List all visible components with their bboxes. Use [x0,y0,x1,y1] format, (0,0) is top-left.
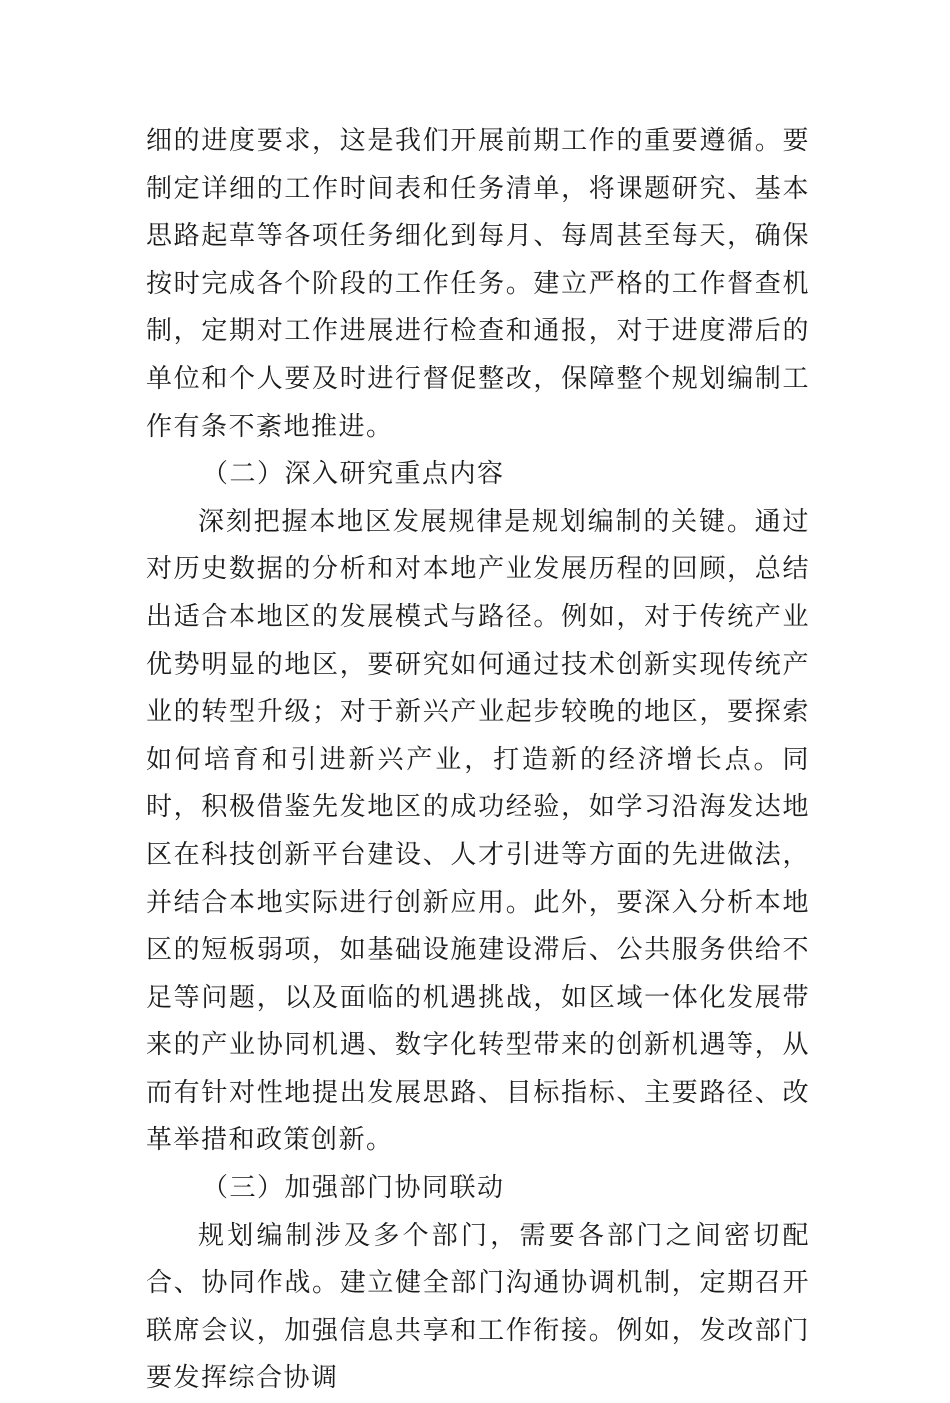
paragraph-continuation: 细的进度要求，这是我们开展前期工作的重要遵循。要制定详细的工作时间表和任务清单，将课题研究、基本思路起草等各项任务细化到每月、每周甚至每天，确保按时完成各个阶段的工作任务。建立严格的工作督查机制，定期对工作进展进行检查和通报，对于进度滞后的单位和个人要及时进行督促整改，保障整个规划编制工作有条不紊地推进。 [146,126,810,442]
paragraph-research: 深刻把握本地区发展规律是规划编制的关键。通过对历史数据的分析和对本地产业发展历程的回顾，总结出适合本地区的发展模式与路径。例如，对于传统产业优势明显的地区，要研究如何通过技术创新实现传统产业的转型升级；对于新兴产业起步较晚的地区，要探索如何培育和引进新兴产业，打造新的经济增长点。同时，积极借鉴先发地区的成功经验，如学习沿海发达地区在科技创新平台建设、人才引进等方面的先进做法，并结合本地实际进行创新应用。此外，要深入分析本地区的短板弱项，如基础设施建设滞后、公共服务供给不足等问题，以及面临的机遇挑战，如区域一体化发展带来的产业协同机遇、数字化转型带来的创新机遇等，从而有针对性地提出发展思路、目标指标、主要路径、改革举措和政策创新。 [146,506,810,1156]
section-heading-2: （二）深入研究重点内容 [202,459,505,490]
paragraph-coordination: 规划编制涉及多个部门，需要各部门之间密切配合、协同作战。建立健全部门沟通协调机制，定期召开联席会议，加强信息共享和工作衔接。例如，发改部门要发挥综合协调 [146,1220,810,1394]
document-body [146,118,810,1403]
section-heading-3: （三）加强部门协同联动 [202,1173,505,1204]
